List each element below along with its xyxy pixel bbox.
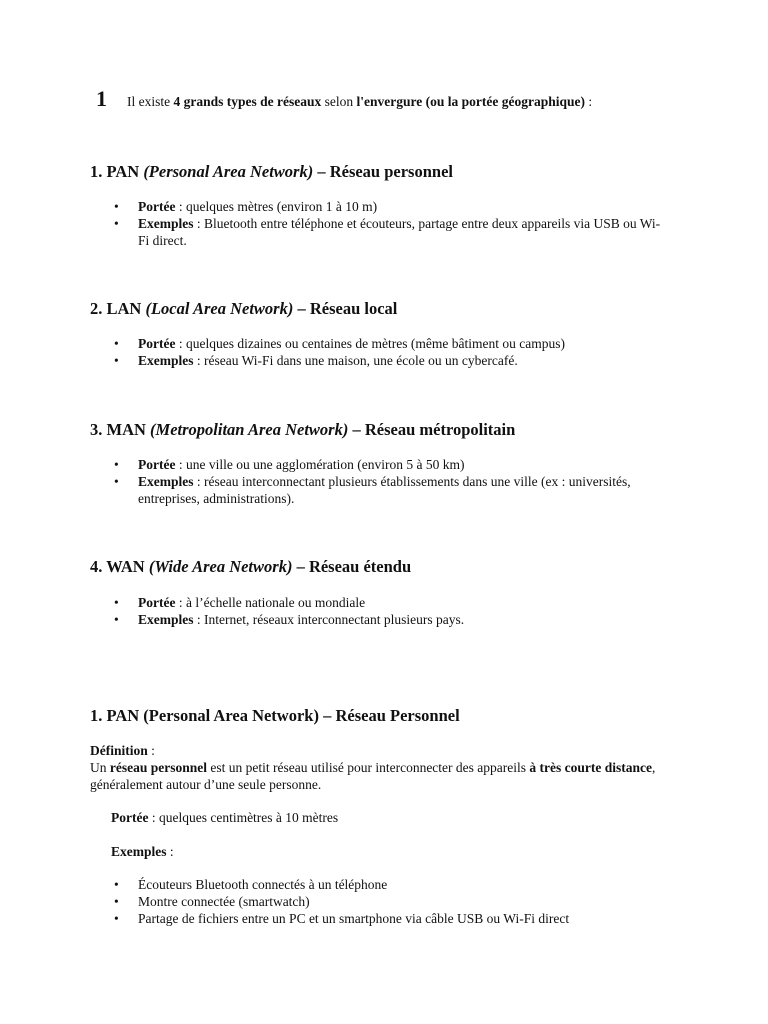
heading-italic: (Personal Area Network) [143,162,314,181]
examples-label: Exemples [138,612,194,627]
intro-number: 1 [96,86,107,111]
section-list-wan [110,594,670,628]
definition-label: Définition [90,743,148,758]
intro-text-3: : [584,94,593,109]
definition-paragraph [90,742,660,793]
section-list-lan [110,335,670,369]
examples-colon: : [166,844,174,859]
list-item: • Écouteurs Bluetooth connectés à un téléphone [110,876,670,893]
heading-prefix: 1. PAN [90,162,144,181]
definition-colon: : [147,743,155,758]
scope-label: Portée [138,457,176,472]
heading-suffix: – Réseau métropolitain [348,420,516,439]
section-heading-wan [90,557,411,577]
scope-label: Portée [111,810,149,825]
scope-text: : quelques dizaines ou centaines de mètres (même bâtiment ou campus) [175,336,565,351]
examples-label: Exemples [138,474,194,489]
pan-detail-heading: 1. PAN (Personal Area Network) – Réseau Personnel [90,706,460,725]
scope-text: : une ville ou une agglomération (environ 5 à 50 km) [175,457,465,472]
section-heading-lan [90,299,397,319]
scope-label: Portée [138,595,176,610]
pan-examples-label-line [111,843,174,860]
heading-suffix: – Réseau personnel [313,162,453,181]
heading-prefix: 3. MAN [90,420,151,439]
intro-text-2: selon [321,94,357,109]
examples-text: : Bluetooth entre téléphone et écouteurs, partage entre deux appareils via USB ou Wi-Fi direct. [138,216,661,248]
pan-examples-list [110,876,670,927]
list-item [110,215,670,249]
heading-italic: (Wide Area Network) [148,557,293,576]
intro-text [127,94,592,110]
heading-prefix: 2. LAN [90,299,146,318]
list-item: • Partage de fichiers entre un PC et un smartphone via câble USB ou Wi-Fi direct [110,910,670,927]
section-list-man [110,456,670,507]
definition-text-2: est un petit réseau utilisé pour interconnecter des appareils [207,760,530,775]
section-heading-man [90,420,515,440]
definition-bold-2: à très courte distance [529,760,652,775]
intro-line [96,86,592,112]
examples-label: Exemples [111,844,167,859]
examples-text: : réseau interconnectant plusieurs établissements dans une ville (ex : universités, entreprises, administrations). [138,474,631,506]
heading-prefix: 4. WAN [90,557,149,576]
examples-label: Exemples [138,353,194,368]
examples-text: : Internet, réseaux interconnectant plusieurs pays. [193,612,465,627]
scope-text: : quelques mètres (environ 1 à 10 m) [175,199,378,214]
definition-bold-1: réseau personnel [109,760,207,775]
heading-italic: (Local Area Network) [145,299,294,318]
list-item [110,198,670,215]
section-heading-pan [90,162,453,182]
heading-italic: (Metropolitan Area Network) [150,420,349,439]
examples-label: Exemples [138,216,194,231]
intro-bold-2: l'envergure (ou la portée géographique) [356,94,585,109]
list-item [110,335,670,352]
list-item [110,473,670,507]
definition-label-line [90,742,660,759]
pan-scope-line [111,809,338,826]
scope-text: : à l’échelle nationale ou mondiale [175,595,366,610]
definition-text [90,759,660,793]
heading-suffix: – Réseau local [293,299,398,318]
list-item [110,611,670,628]
section-list-pan [110,198,670,249]
list-item [110,456,670,473]
definition-text-3: , généralement autour d’une seule personne. [90,760,656,792]
examples-text: : réseau Wi-Fi dans une maison, une école ou un cybercafé. [193,353,518,368]
intro-text-1: Il existe [127,94,174,109]
heading-suffix: – Réseau étendu [292,557,412,576]
definition-text-1: Un [90,760,110,775]
intro-bold-1: 4 grands types de réseaux [173,94,322,109]
scope-label: Portée [138,336,176,351]
list-item [110,352,670,369]
scope-label: Portée [138,199,176,214]
list-item: • Montre connectée (smartwatch) [110,893,670,910]
list-item [110,594,670,611]
scope-text: : quelques centimètres à 10 mètres [148,810,339,825]
